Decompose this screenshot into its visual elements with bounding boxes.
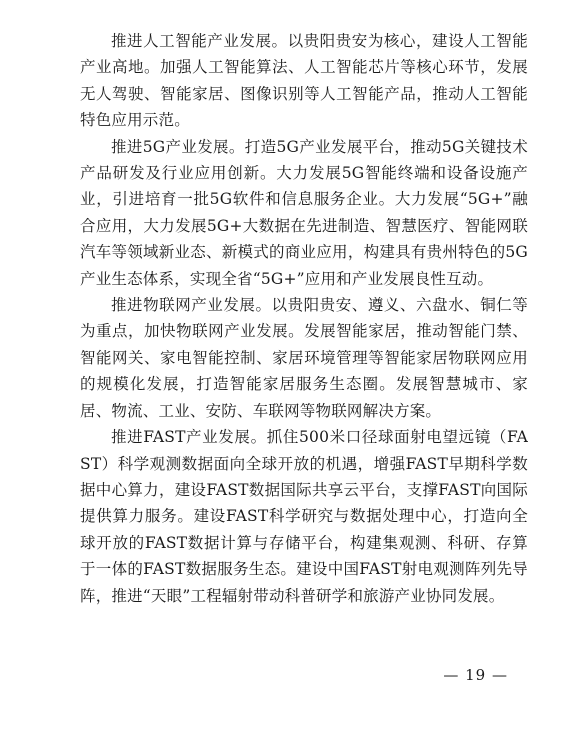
page-number-footer <box>0 666 586 684</box>
body-text <box>80 28 528 609</box>
paragraph-5g-industry: 推进5G产业发展。打造5G产业发展平台，推动5G关键技术产品研发及行业应用创新。大力发展5G智能终端和设备设施产业，引进培育一批5G软件和信息服务企业。大力发展“5G+”融合应用，大力发展5G+大数据在先进制造、智慧医疗、智能网联汽车等领域新业态、新模式的商业应用，构建具有贵州特色的5G产业生态体系，实现全省“5G+”应用和产业发展良性互动。 <box>80 137 528 288</box>
page-number: — 19 — <box>443 666 508 684</box>
paragraph-ai-industry: 推进人工智能产业发展。以贵阳贵安为核心，建设人工智能产业高地。加强人工智能算法、人工智能芯片等核心环节，发展无人驾驶、智能家居、图像识别等人工智能产品，推动人工智能特色应用示范。 <box>80 32 528 130</box>
paragraph-iot-industry: 推进物联网产业发展。以贵阳贵安、遵义、六盘水、铜仁等为重点，加快物联网产业发展。发展智能家居，推动智能门禁、智能网关、家电智能控制、家居环境管理等智能家居物联网应用的规模化发展，打造智能家居服务生态圈。发展智慧城市、家居、物流、工业、安防、车联网等物联网解决方案。 <box>80 296 528 420</box>
paragraph-fast-industry: 推进FAST产业发展。抓住500米口径球面射电望远镜（FAST）科学观测数据面向全球开放的机遇，增强FAST早期科学数据中心算力，建设FAST数据国际共享云平台，支撑FAST向国际提供算力服务。建设FAST科学研究与数据处理中心，打造向全球开放的FAST数据计算与存储平台，构建集观测、科研、存算于一体的FAST数据服务生态。建设中国FAST射电观测阵列先导阵，推进“天眼”工程辐射带动科普研学和旅游产业协同发展。 <box>80 428 528 605</box>
